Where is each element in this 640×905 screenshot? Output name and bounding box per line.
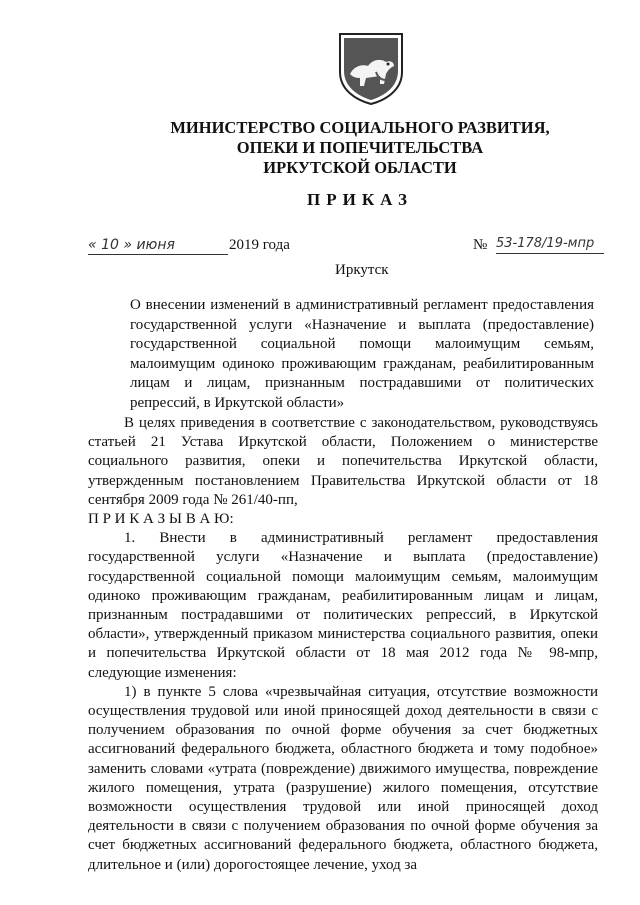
item-1-1-paragraph: 1) в пункте 5 слова «чрезвычайная ситуация, отсутствие возможности осуществления трудовой или иной приносящей доход деятельности в связи с получением образования по очной форме обучения за счет бюджетных ассигнований федерального бюджета, областного бюджета и тому подобное» заменить словами «утрата (повреждение) движимого имущества, повреждение жилого помещения, утрата (разрушение) жилого помещения, отсутствие возможности осуществления трудовой или иной приносящей доход деятельности в связи с получением образования по очной форме обучения за счет бюджетных ассигнований федерального бюджета, областного бюджета, длительное и (или) дорогостоящее лечение, уход за (88, 683, 598, 873)
number-label: № (473, 237, 488, 253)
document-title: ПРИКАЗ (307, 190, 413, 209)
org-name-line1: МИНИСТЕРСТВО СОЦИАЛЬНОГО РАЗВИТИЯ, (170, 118, 550, 137)
order-subject: О внесении изменений в административный регламент предоставления государственной услуги «Назначение и выплата (предоставление) государственной социальной помощи малоимущим семьям, малоимущим одиноко проживающим гражданам, реабилитированным лицам и лицам, признанным пострадавшими от политических репрессий, в Иркутской области» (130, 297, 594, 411)
handwritten-number: 53-178/19-мпр (496, 235, 604, 254)
org-name-line2: ОПЕКИ И ПОПЕЧИТЕЛЬСТВА (236, 138, 484, 157)
org-name-line3: ИРКУТСКОЙ ОБЛАСТИ (263, 158, 457, 177)
preamble-paragraph: В целях приведения в соответствие с законодательством, руководствуясь статьей 21 Устава Иркутской области, Положением о министерстве социального развития, опеки и попечительства Иркутской области, утвержденным постановлением Правительства Иркутской области от 18 сентября 2009 года № 261/40-пп, (88, 415, 598, 508)
order-word: П Р И К А З Ы В А Ю: (88, 511, 234, 528)
coat-of-arms-emblem (336, 30, 406, 106)
item-1-paragraph: 1. Внести в административный регламент предоставления государственной услуги «Назначение и выплата (предоставление) государственной социальной помощи малоимущим семьям, малоимущим одиноко проживающим гражданам, реабилитированным лицам и лицам, признанным пострадавшими от политических репрессий, в Иркутской области», утвержденный приказом министерства социального развития, опеки и попечительства Иркутской области от 18 мая 2012 года № 98-мпр, следующие изменения: (88, 530, 598, 681)
document-year: 2019 года (229, 237, 290, 253)
document-city: Иркутск (335, 262, 389, 278)
order-body (88, 414, 598, 875)
handwritten-date: « 10 » июня (88, 237, 228, 255)
